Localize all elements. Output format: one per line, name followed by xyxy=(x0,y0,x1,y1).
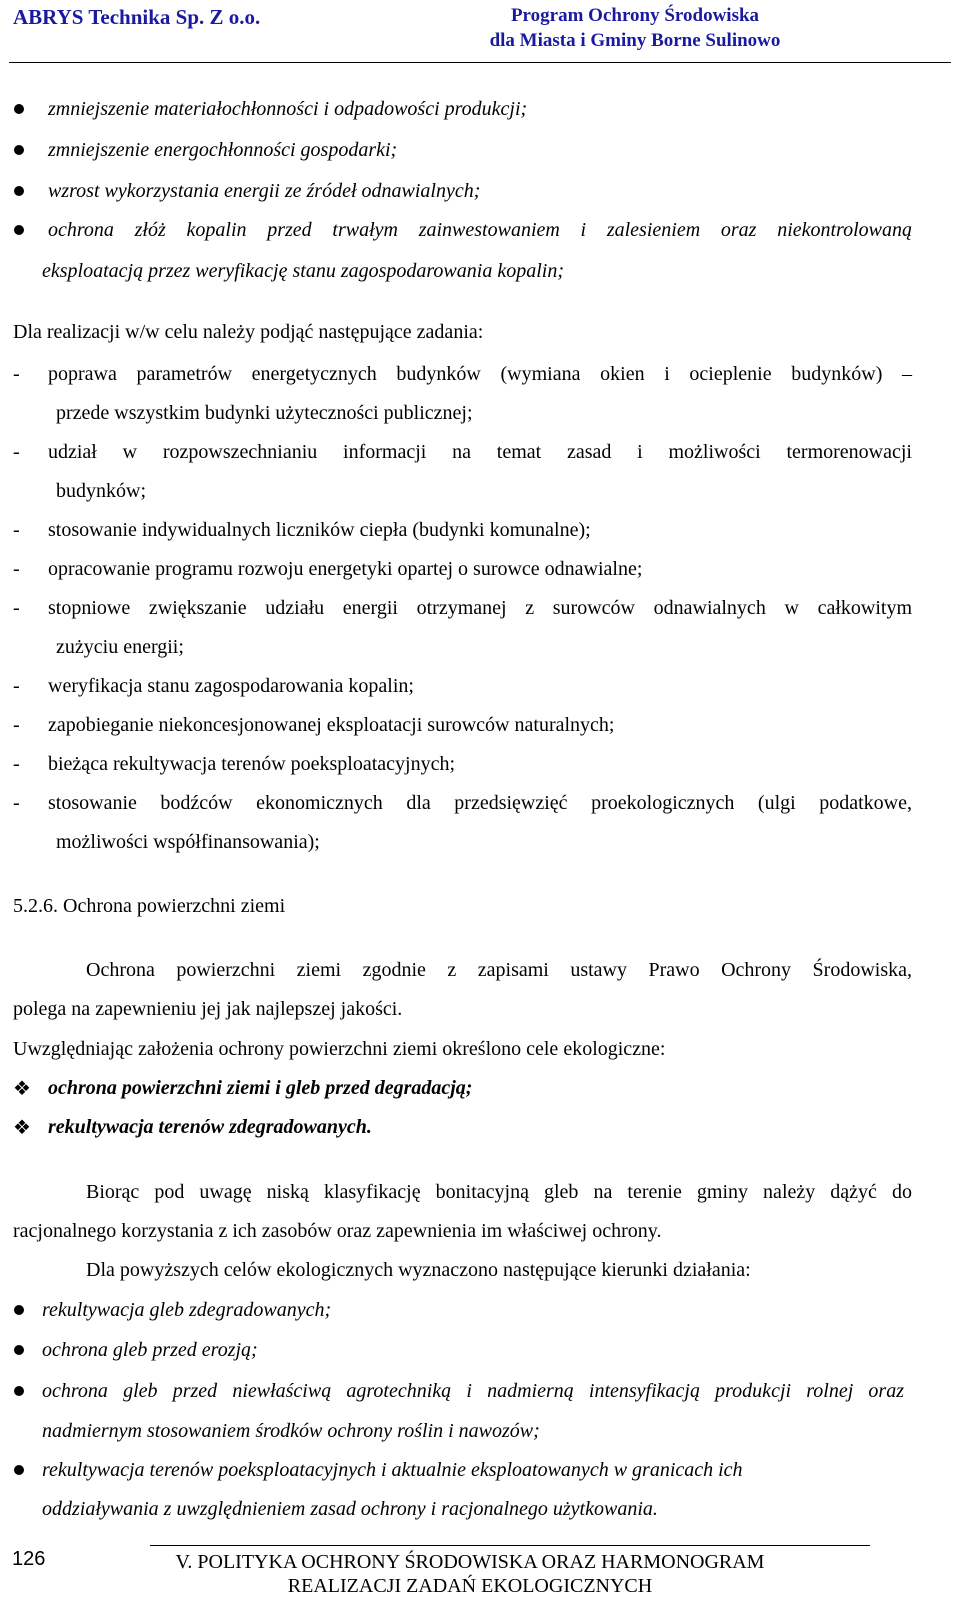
diamond-bullet-icon: ❖ xyxy=(13,1115,31,1139)
header-program-title xyxy=(455,3,815,53)
dash-marker: - xyxy=(13,675,20,697)
dash-marker: - xyxy=(13,792,20,814)
bullet-icon xyxy=(14,225,24,235)
task-item: zapobieganie niekoncesjonowanej eksploatacji surowców naturalnych; xyxy=(48,714,615,736)
footer-chapter-title xyxy=(150,1550,790,1598)
direction-item-continuation: nadmiernym stosowaniem środków ochrony roślin i nawozów; xyxy=(42,1420,540,1442)
eco-goal-item: ochrona powierzchni ziemi i gleb przed degradacją; xyxy=(48,1077,473,1099)
task-item: stopniowe zwiększanie udziału energii otrzymanej z surowców odnawialnych w całkowitym xyxy=(48,597,912,619)
direction-item-continuation: oddziaływania z uwzględnieniem zasad ochrony i racjonalnego użytkowania. xyxy=(42,1498,658,1520)
footer-line2: REALIZACJI ZADAŃ EKOLOGICZNYCH xyxy=(287,1575,653,1597)
bullet-icon xyxy=(14,186,24,196)
dash-marker: - xyxy=(13,558,20,580)
dash-marker: - xyxy=(13,597,20,619)
paragraph-line: Ochrona powierzchni ziemi zgodnie z zapisami ustawy Prawo Ochrony Środowiska, xyxy=(86,959,912,981)
task-item: poprawa parametrów energetycznych budynków (wymiana okien i ocieplenie budynków) – xyxy=(48,363,912,385)
task-item: bieżąca rekultywacja terenów poeksploatacyjnych; xyxy=(48,753,456,775)
task-item: stosowanie bodźców ekonomicznych dla przedsięwzięć proekologicznych (ulgi podatkowe, xyxy=(48,792,912,814)
goal-item: wzrost wykorzystania energii ze źródeł odnawialnych; xyxy=(48,180,481,202)
footer-divider xyxy=(150,1545,870,1546)
task-item-continuation: przede wszystkim budynki użyteczności publicznej; xyxy=(56,402,473,424)
task-item-continuation: zużyciu energii; xyxy=(56,636,184,658)
tasks-intro: Dla realizacji w/w celu należy podjąć następujące zadania: xyxy=(13,321,484,343)
task-item: udział w rozpowszechnianiu informacji na temat zasad i możliwości termorenowacji xyxy=(48,441,912,463)
task-item: weryfikacja stanu zagospodarowania kopalin; xyxy=(48,675,414,697)
direction-item: rekultywacja terenów poeksploatacyjnych i aktualnie eksploatowanych w granicach ich xyxy=(42,1459,743,1481)
goal-item: zmniejszenie energochłonności gospodarki; xyxy=(48,139,398,161)
bullet-icon xyxy=(14,1386,24,1396)
bullet-icon xyxy=(14,1345,24,1355)
section-heading: 5.2.6. Ochrona powierzchni ziemi xyxy=(13,895,286,917)
dash-marker: - xyxy=(13,714,20,736)
task-item-continuation: budynków; xyxy=(56,480,146,502)
goal-item-continuation: eksploatacją przez weryfikację stanu zagospodarowania kopalin; xyxy=(42,260,564,282)
header-divider xyxy=(9,62,951,63)
diamond-bullet-icon: ❖ xyxy=(13,1076,31,1100)
bullet-icon xyxy=(14,104,24,114)
eco-goal-item: rekultywacja terenów zdegradowanych. xyxy=(48,1116,372,1138)
header-program-line2: dla Miasta i Gminy Borne Sulinowo xyxy=(489,30,781,51)
footer-line1: V. POLITYKA OCHRONY ŚRODOWISKA ORAZ HARMONOGRAM xyxy=(175,1551,765,1573)
goal-item: zmniejszenie materiałochłonności i odpadowości produkcji; xyxy=(48,98,528,120)
task-item: opracowanie programu rozwoju energetyki opartej o surowce odnawialne; xyxy=(48,558,643,580)
bullet-icon xyxy=(14,145,24,155)
direction-item: rekultywacja gleb zdegradowanych; xyxy=(42,1299,332,1321)
task-item-continuation: możliwości współfinansowania); xyxy=(56,831,320,853)
dash-marker: - xyxy=(13,753,20,775)
header-program-line1: Program Ochrony Środowiska xyxy=(510,5,760,26)
paragraph-line: Uwzględniając założenia ochrony powierzchni ziemi określono cele ekologiczne: xyxy=(13,1038,666,1060)
page-number: 126 xyxy=(12,1548,46,1570)
goal-item: ochrona złóż kopalin przed trwałym zainwestowaniem i zalesieniem oraz niekontrolowaną xyxy=(48,219,912,241)
paragraph-line: racjonalnego korzystania z ich zasobów oraz zapewnienia im właściwej ochrony. xyxy=(13,1220,662,1242)
bullet-icon xyxy=(14,1465,24,1475)
direction-item: ochrona gleb przed niewłaściwą agrotechniką i nadmierną intensyfikacją produkcji rolnej oraz xyxy=(42,1380,904,1402)
paragraph-line: Dla powyższych celów ekologicznych wyznaczono następujące kierunki działania: xyxy=(86,1259,751,1281)
dash-marker: - xyxy=(13,363,20,385)
paragraph-line: polega na zapewnieniu jej jak najlepszej jakości. xyxy=(13,998,403,1020)
direction-item: ochrona gleb przed erozją; xyxy=(42,1339,258,1361)
paragraph-line: Biorąc pod uwagę niską klasyfikację bonitacyjną gleb na terenie gminy należy dążyć do xyxy=(86,1181,912,1203)
dash-marker: - xyxy=(13,441,20,463)
header-company: ABRYS Technika Sp. Z o.o. xyxy=(13,5,261,29)
dash-marker: - xyxy=(13,519,20,541)
task-item: stosowanie indywidualnych liczników ciepła (budynki komunalne); xyxy=(48,519,591,541)
bullet-icon xyxy=(14,1305,24,1315)
